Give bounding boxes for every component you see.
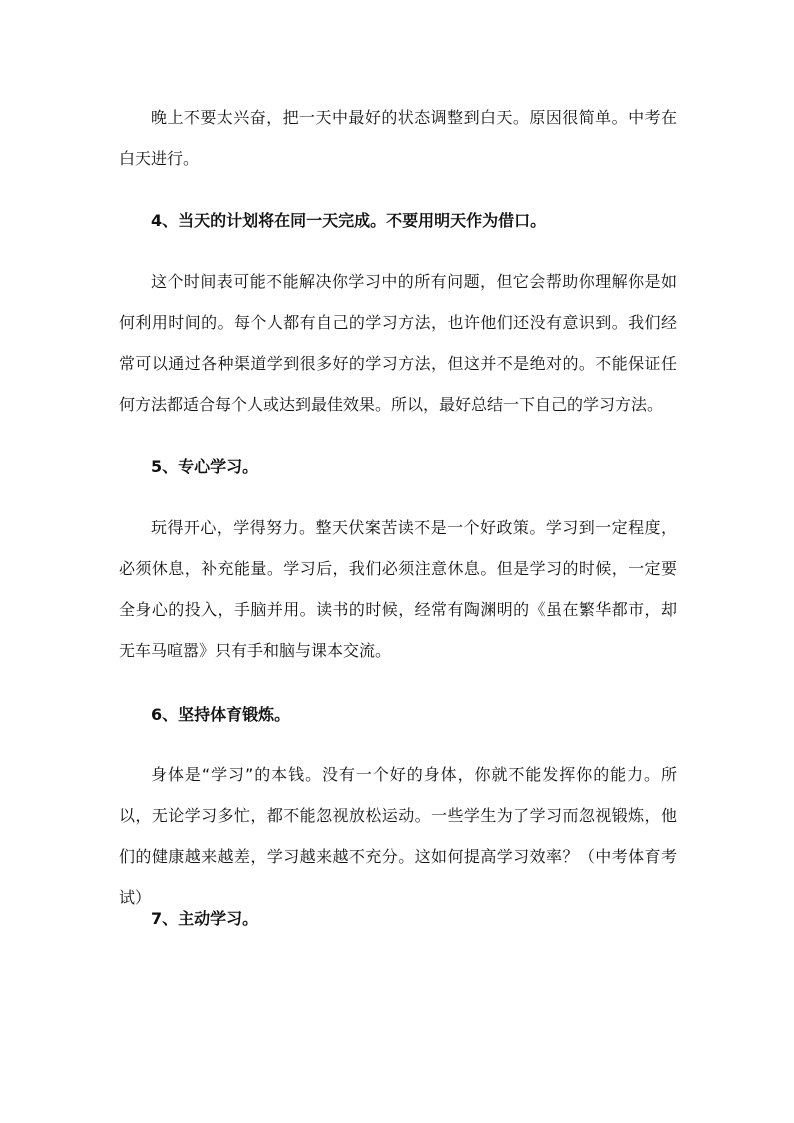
body-text: 这个时间表可能不能解决你学习中的所有问题，但它会帮助你理解你是如何利用时间的。每个人都有自己的学习方法，也许他们还没有意识到。我们经常可以通过各种渠道学到很多好的学习方法，但这并不是绝对的。不能保证任何方法都适合每个人或达到最佳效果。所以，最好总结一下自己的学习方法。	[119, 272, 677, 414]
paragraph-exercise	[119, 754, 677, 918]
heading-7-active-learning	[119, 907, 677, 931]
body-text: 晚上不要太兴奋，把一天中最好的状态调整到白天。原因很简单。中考在白天进行。	[119, 108, 677, 168]
section-heading: 7、主动学习。	[151, 909, 259, 928]
paragraph-focus	[119, 507, 677, 671]
heading-5-focus	[119, 455, 677, 479]
body-text: 身体是“学习”的本钱。没有一个好的身体，你就不能发挥你的能力。所以，无论学习多忙，都不能忽视放松运动。一些学生为了学习而忽视锻炼，他们的健康越来越差，学习越来越不充分。这如何提高学习效率？（中考体育考试）	[119, 765, 677, 907]
paragraph-evening-advice	[119, 97, 677, 179]
heading-4-daily-plan	[119, 209, 677, 233]
heading-6-exercise	[119, 703, 677, 727]
section-heading: 6、坚持体育锻炼。	[151, 705, 291, 724]
section-heading: 5、专心学习。	[151, 457, 259, 476]
section-heading: 4、当天的计划将在同一天完成。不要用明天作为借口。	[151, 211, 547, 230]
paragraph-timetable	[119, 261, 677, 425]
body-text: 玩得开心，学得努力。整天伏案苦读不是一个好政策。学习到一定程度，必须休息，补充能量。学习后，我们必须注意休息。但是学习的时候，一定要全身心的投入，手脑并用。读书的时候，经常有陶渊明的《虽在繁华都市，却无车马喧嚣》只有手和脑与课本交流。	[119, 518, 677, 660]
